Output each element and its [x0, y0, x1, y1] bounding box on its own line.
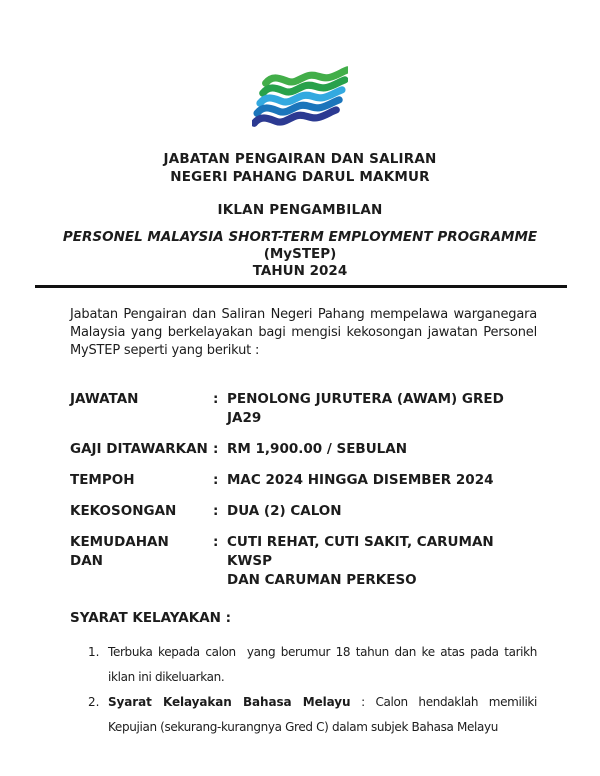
- detail-value: [227, 502, 537, 521]
- logo-container: [0, 66, 600, 129]
- detail-label: [70, 471, 213, 490]
- detail-row-tempoh: [70, 471, 537, 490]
- requirements-heading: SYARAT KELAYAKAN :: [70, 610, 232, 626]
- detail-value-text: MAC 2024 HINGGA DISEMBER 2024: [227, 472, 494, 488]
- detail-value: [227, 440, 537, 459]
- requirement-item-1: [88, 640, 541, 690]
- detail-value: [227, 533, 537, 590]
- job-details: [70, 390, 537, 590]
- programme-title: [0, 229, 600, 280]
- programme-abbrev: (MySTEP): [263, 246, 337, 262]
- detail-row-kekosongan: [70, 502, 537, 521]
- jps-waves-logo: [252, 66, 348, 129]
- detail-label: [70, 440, 213, 459]
- detail-value-text-line2: DAN CARUMAN PERKESO: [227, 572, 417, 588]
- programme-year: TAHUN 2024: [252, 263, 348, 279]
- requirements-list: [70, 640, 541, 740]
- intro-paragraph: Jabatan Pengairan dan Saliran Negeri Pahang mempelawa warganegara Malaysia yang berkelayakan bagi mengisi kekosongan jawatan Personel MySTEP seperti yang berikut :: [70, 307, 537, 358]
- detail-colon: :: [213, 391, 219, 407]
- detail-colon: :: [213, 472, 219, 488]
- programme-name: PERSONEL MALAYSIA SHORT-TERM EMPLOYMENT PROGRAMME: [62, 229, 538, 245]
- detail-row-gaji: [70, 440, 537, 459]
- detail-colon: :: [213, 503, 219, 519]
- org-name: [0, 150, 600, 186]
- divider-rule: [35, 285, 567, 288]
- document-body: [0, 306, 600, 740]
- requirement-number: 1.: [88, 645, 100, 659]
- detail-row-jawatan: [70, 390, 537, 428]
- requirement-text: [108, 640, 541, 690]
- wave-5: [254, 110, 336, 123]
- detail-label: [70, 533, 213, 590]
- detail-value-text: CUTI REHAT, CUTI SAKIT, CARUMAN KWSP: [227, 534, 494, 569]
- detail-colon: :: [213, 534, 219, 550]
- requirement-bold-lead: Syarat Kelayakan Bahasa Melayu: [108, 695, 351, 709]
- detail-colon: :: [213, 441, 219, 457]
- requirement-body: Terbuka kepada calon yang berumur 18 tahun dan ke atas pada tarikh iklan ini dikeluarkan.: [108, 645, 541, 684]
- detail-value-text: DUA (2) CALON: [227, 503, 342, 519]
- detail-label-text: JAWATAN: [70, 391, 139, 407]
- requirement-number: 2.: [88, 695, 100, 709]
- detail-label: [70, 390, 213, 428]
- detail-value: [227, 390, 537, 428]
- requirement-body: : Calon hendaklah memiliki Kepujian (sekurang-kurangnya Gred C) dalam subjek Bahasa Melayu: [108, 695, 541, 734]
- detail-value-text: PENOLONG JURUTERA (AWAM) GRED JA29: [227, 391, 504, 426]
- org-name-line2: NEGERI PAHANG DARUL MAKMUR: [170, 169, 430, 185]
- detail-row-kemudahan: [70, 533, 537, 590]
- detail-label-text: GAJI DITAWARKAN: [70, 441, 208, 457]
- detail-label-text-line2: DAN: [70, 553, 103, 569]
- detail-label-text: TEMPOH: [70, 472, 135, 488]
- detail-value-text: RM 1,900.00 / SEBULAN: [227, 441, 408, 457]
- requirement-text: [108, 690, 541, 740]
- org-name-line1: JABATAN PENGAIRAN DAN SALIRAN: [163, 151, 437, 167]
- detail-label-text: KEKOSONGAN: [70, 503, 177, 519]
- detail-value: [227, 471, 537, 490]
- detail-label: [70, 502, 213, 521]
- announcement-title: IKLAN PENGAMBILAN: [217, 202, 383, 218]
- detail-label-text: KEMUDAHAN: [70, 534, 169, 550]
- requirement-item-2: [88, 690, 541, 740]
